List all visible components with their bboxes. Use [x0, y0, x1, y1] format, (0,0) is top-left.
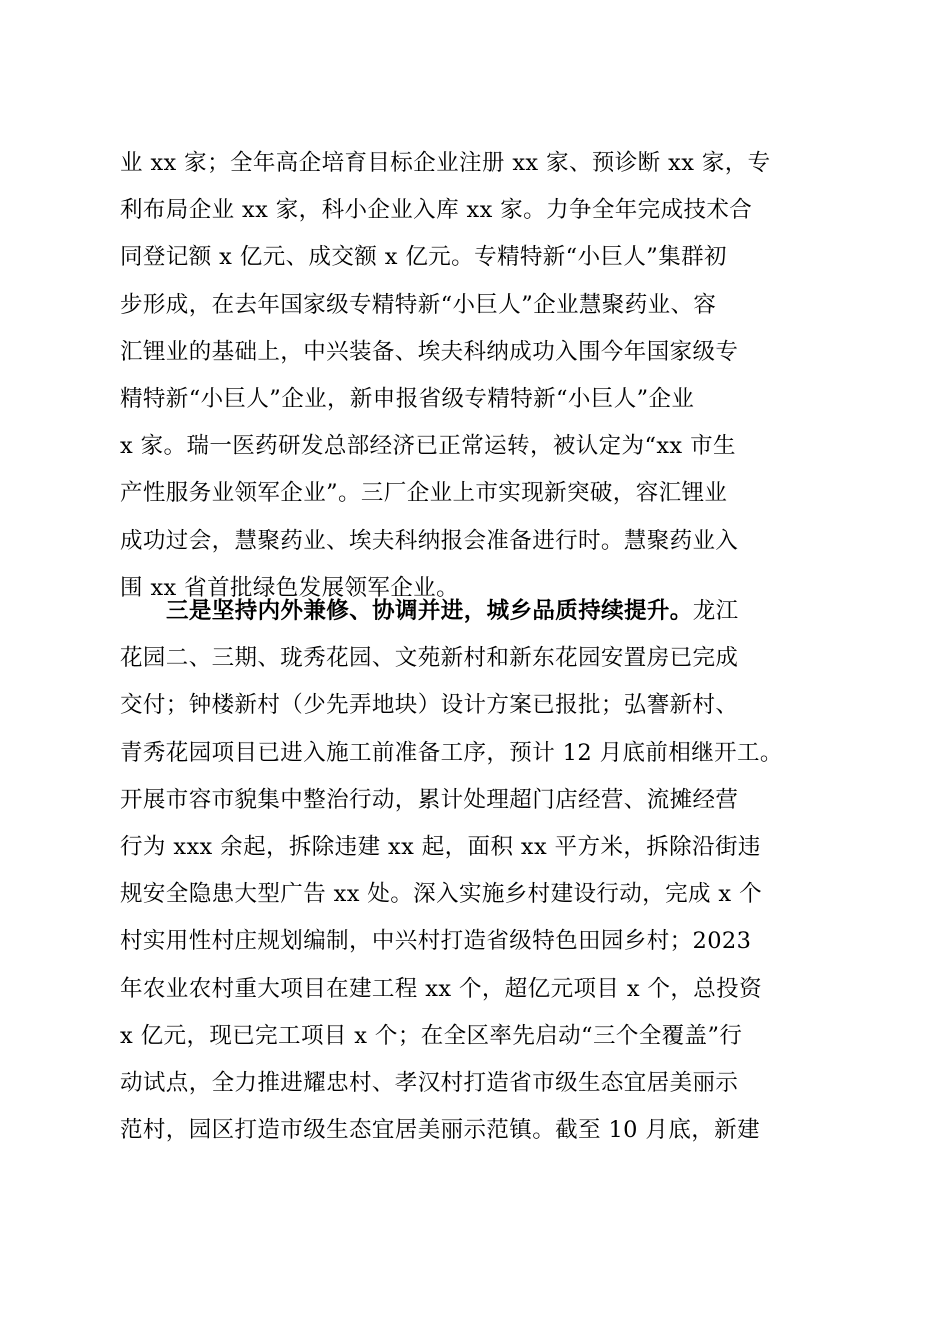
- paragraph-line: 利布局企业 xx 家，科小企业入库 xx 家。力争全年完成技术合: [120, 197, 753, 224]
- paragraph-line: x 亿元，现已完工项目 x 个；在全区率先启动“三个全覆盖”行: [120, 1022, 743, 1049]
- paragraph-line: 动试点，全力推进耀忠村、孝汉村打造省市级生态宜居美丽示: [120, 1069, 739, 1096]
- paragraph-line: x 家。瑞一医药研发总部经济已正常运转，被认定为“xx 市生: [120, 433, 736, 460]
- paragraph-line: 规安全隐患大型广告 xx 处。深入实施乡村建设行动，完成 x 个: [120, 881, 762, 908]
- paragraph-line: 行为 xxx 余起，拆除违建 xx 起，面积 xx 平方米，拆除沿街违: [120, 833, 761, 860]
- paragraph-line: 交付；钟楼新村（少先弄地块）设计方案已报批；弘謇新村、: [120, 692, 739, 719]
- paragraph-enterprise-cultivation: [120, 140, 832, 612]
- paragraph-line: 年农业农村重大项目在建工程 xx 个，超亿元项目 x 个，总投资: [120, 975, 762, 1002]
- paragraph-line: 青秀花园项目已进入施工前准备工序，预计 12 月底前相继开工。: [120, 739, 783, 766]
- paragraph-line: 步形成，在去年国家级专精特新“小巨人”企业慧聚药业、容: [120, 291, 717, 318]
- paragraph-line: 范村，园区打造市级生态宜居美丽示范镇。截至 10 月底，新建: [120, 1117, 760, 1144]
- paragraph-line: 花园二、三期、珑秀花园、文苑新村和新东花园安置房已完成: [120, 645, 739, 672]
- paragraph-line: 围 xx 省首批绿色发展领军企业。: [120, 574, 459, 601]
- paragraph-urban-rural-quality: [120, 588, 832, 1154]
- paragraph-line: 汇锂业的基础上，中兴装备、埃夫科纳成功入围今年国家级专: [120, 338, 739, 365]
- paragraph-line: 精特新“小巨人”企业，新申报省级专精特新“小巨人”企业: [120, 385, 695, 412]
- paragraph-line: 同登记额 x 亿元、成交额 x 亿元。专精特新“小巨人”集群初: [120, 244, 727, 271]
- paragraph-line: 业 xx 家；全年高企培育目标企业注册 xx 家、预诊断 xx 家，专: [120, 150, 771, 176]
- paragraph-line: 成功过会，慧聚药业、埃夫科纳报会准备进行时。慧聚药业入: [120, 527, 739, 554]
- paragraph-line-rest: 龙江: [692, 598, 739, 624]
- paragraph-line: 村实用性村庄规划编制，中兴村打造省级特色田园乡村；2023: [120, 928, 752, 955]
- paragraph-heading: 三是坚持内外兼修、协调并进，城乡品质持续提升。: [166, 598, 693, 624]
- paragraph-line: 产性服务业领军企业”。三厂企业上市实现新突破，容汇锂业: [120, 480, 728, 507]
- paragraph-line: 开展市容市貌集中整治行动，累计处理超门店经营、流摊经营: [120, 786, 739, 813]
- paragraph-first-line: [120, 588, 832, 635]
